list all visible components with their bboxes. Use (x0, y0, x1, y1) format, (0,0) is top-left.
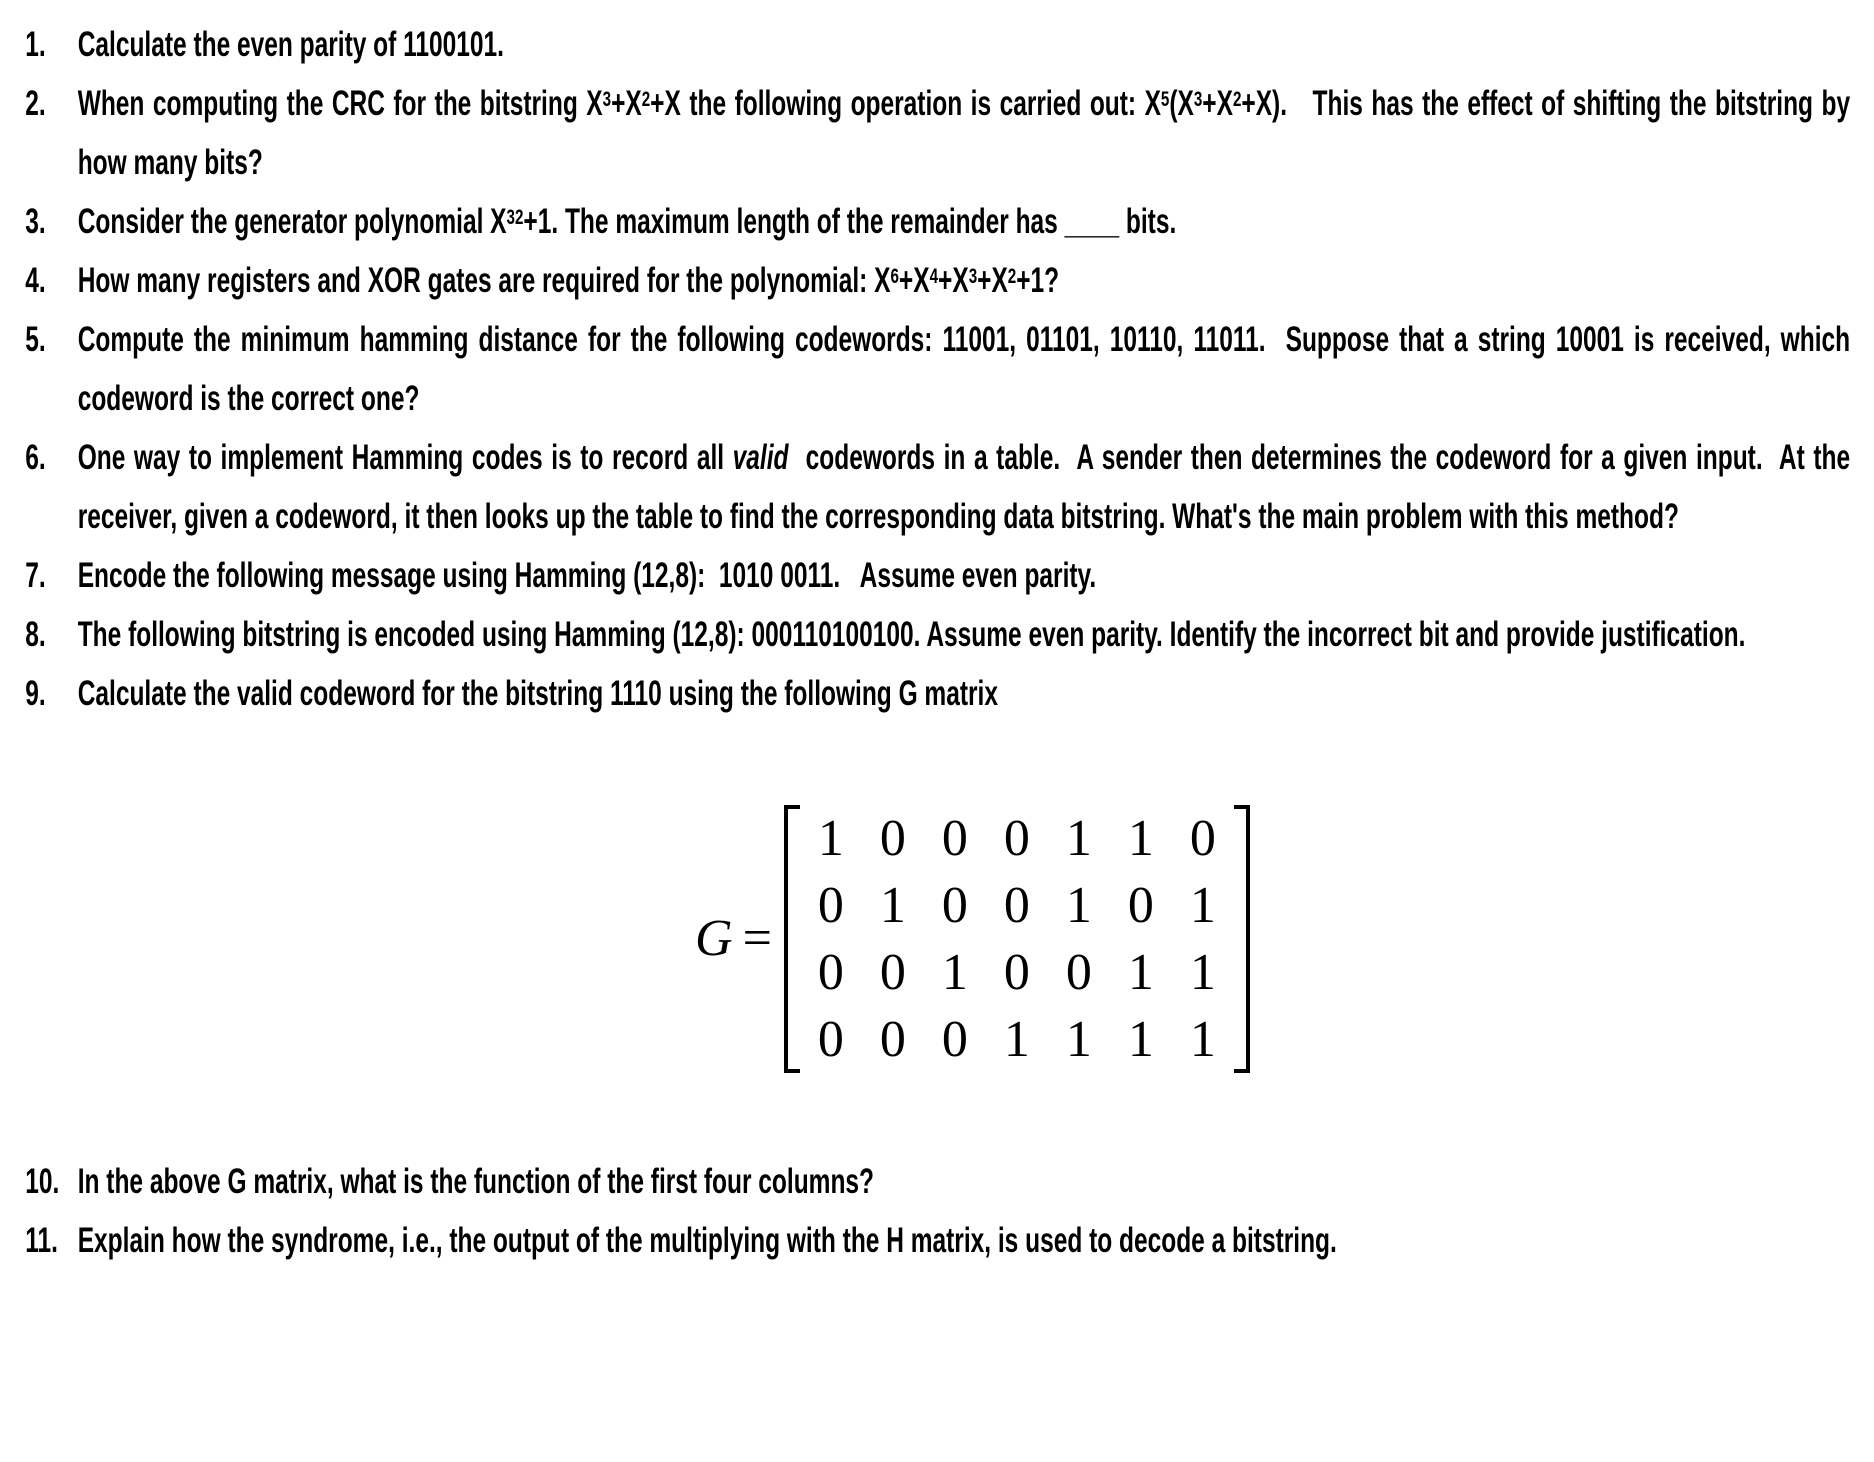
matrix-grid (800, 805, 1234, 1073)
question-item-11 (25, 1211, 1850, 1270)
matrix-cell: 1 (1065, 877, 1092, 934)
question-text (78, 428, 1850, 546)
text-run: +1. The maximum length of the remainder has ____ bits. (523, 202, 1177, 241)
matrix-cell: 1 (817, 810, 844, 867)
text-run: +X (611, 84, 642, 123)
matrix-cell: 0 (1003, 944, 1030, 1001)
question-item-4 (25, 251, 1850, 310)
question-number: 3. (25, 202, 46, 241)
question-number: 1. (25, 25, 46, 64)
matrix-cell: 1 (1065, 1011, 1092, 1068)
text-run: +X the following operation is carried out: X (650, 84, 1161, 123)
text-run: +1? (1016, 261, 1060, 300)
question-text (78, 192, 1850, 251)
matrix-cell: 0 (1065, 944, 1092, 1001)
text-run: (X (1169, 84, 1194, 123)
question-text (78, 74, 1850, 192)
matrix-left-bracket (784, 805, 800, 1073)
superscript: 3 (1193, 85, 1203, 111)
question-text (78, 605, 1850, 664)
question-number: 2. (25, 84, 46, 123)
superscript: 4 (929, 262, 939, 288)
text-run: Calculate the even parity of 1100101. (77, 25, 504, 64)
matrix-cell: 0 (1127, 877, 1154, 934)
text-run: In the above G matrix, what is the function of the first four columns? (77, 1162, 875, 1201)
question-number: 8. (25, 615, 46, 654)
superscript: 2 (641, 85, 651, 111)
matrix-cell: 1 (1065, 810, 1092, 867)
question-text (78, 310, 1850, 428)
question-list-upper (0, 0, 1874, 723)
text-run: Calculate the valid codeword for the bitstring 1110 using the following G matrix (77, 674, 998, 713)
matrix-cell: 1 (1003, 1011, 1030, 1068)
matrix-cell: 0 (1189, 810, 1216, 867)
matrix-cell: 0 (941, 810, 968, 867)
matrix-label-g: G (695, 910, 733, 967)
superscript: 32 (506, 203, 524, 229)
matrix-cell: 1 (1127, 1011, 1154, 1068)
question-number: 5. (25, 320, 46, 359)
matrix-cell: 1 (941, 944, 968, 1001)
question-item-2 (25, 74, 1850, 192)
matrix-cell: 0 (879, 810, 906, 867)
text-run: +X (938, 261, 969, 300)
superscript: 3 (968, 262, 978, 288)
question-number: 9. (25, 674, 46, 713)
question-item-6 (25, 428, 1850, 546)
matrix-cell: 0 (879, 944, 906, 1001)
text-run: +X (977, 261, 1008, 300)
question-list-lower (0, 1152, 1874, 1270)
matrix-cell: 0 (817, 944, 844, 1001)
text-run: Consider the generator polynomial X (77, 202, 507, 241)
g-matrix-figure (695, 805, 1874, 1073)
question-text (78, 1152, 1850, 1211)
question-item-5 (25, 310, 1850, 428)
text-run: +X). This has the effect of shifting the bitstring by how many bits? (77, 84, 1851, 182)
matrix-cell: 0 (817, 877, 844, 934)
question-number: 10. (25, 1162, 60, 1201)
matrix-cell: 0 (817, 1011, 844, 1068)
text-run: Explain how the syndrome, i.e., the output of the multiplying with the H matrix, is used to decode a bitstring. (77, 1221, 1337, 1260)
superscript: 3 (602, 85, 612, 111)
matrix-cell: 0 (879, 1011, 906, 1068)
question-number: 6. (25, 438, 46, 477)
question-item-10 (25, 1152, 1850, 1211)
text-run: valid (732, 438, 789, 477)
text-run: How many registers and XOR gates are required for the polynomial: X (77, 261, 891, 300)
question-text (78, 251, 1850, 310)
matrix-cell: 1 (1189, 1011, 1216, 1068)
text-run: +X (1202, 84, 1233, 123)
text-run: Encode the following message using Hamming (12,8): 1010 0011. Assume even parity. (77, 556, 1097, 595)
matrix-cell: 1 (1189, 944, 1216, 1001)
question-text (78, 1211, 1850, 1270)
text-run: +X (898, 261, 930, 300)
matrix-cell: 0 (941, 1011, 968, 1068)
superscript: 6 (890, 262, 899, 288)
question-number: 7. (25, 556, 46, 595)
matrix-cell: 1 (1127, 944, 1154, 1001)
matrix-equals-sign: = (742, 910, 772, 967)
question-text (78, 546, 1850, 605)
matrix-cell: 1 (1127, 810, 1154, 867)
question-text (78, 664, 1850, 723)
text-run: One way to implement Hamming codes is to record all (77, 438, 733, 477)
question-text (78, 15, 1850, 74)
superscript: 5 (1160, 85, 1170, 111)
question-item-3 (25, 192, 1850, 251)
question-number: 11. (25, 1221, 58, 1260)
question-item-7 (25, 546, 1850, 605)
text-run: The following bitstring is encoded using Hamming (12,8): 000110100100. Assume even parity. Identify the incorrect bit and provide justification. (77, 615, 1746, 654)
matrix-cell: 0 (1003, 810, 1030, 867)
question-item-8 (25, 605, 1850, 664)
matrix-cell: 0 (941, 877, 968, 934)
question-item-9 (25, 664, 1850, 723)
matrix-cell: 0 (1003, 877, 1030, 934)
text-run: codewords in a table. A sender then determines the codeword for a given input. At the receiver, given a codeword, it then looks up the table to find the corresponding data bitstring. What's the main problem with this method? (77, 438, 1851, 536)
text-run: Compute the minimum hamming distance for the following codewords: 11001, 01101, 10110, 11011. Suppose that a string 10001 is received, which codeword is the correct one? (77, 320, 1851, 418)
question-item-1 (25, 15, 1850, 74)
matrix-cell: 1 (1189, 877, 1216, 934)
superscript: 2 (1007, 262, 1017, 288)
superscript: 2 (1232, 85, 1242, 111)
text-run: When computing the CRC for the bitstring X (77, 84, 603, 123)
question-number: 4. (25, 261, 46, 300)
matrix-right-bracket (1234, 805, 1250, 1073)
matrix-cell: 1 (879, 877, 906, 934)
